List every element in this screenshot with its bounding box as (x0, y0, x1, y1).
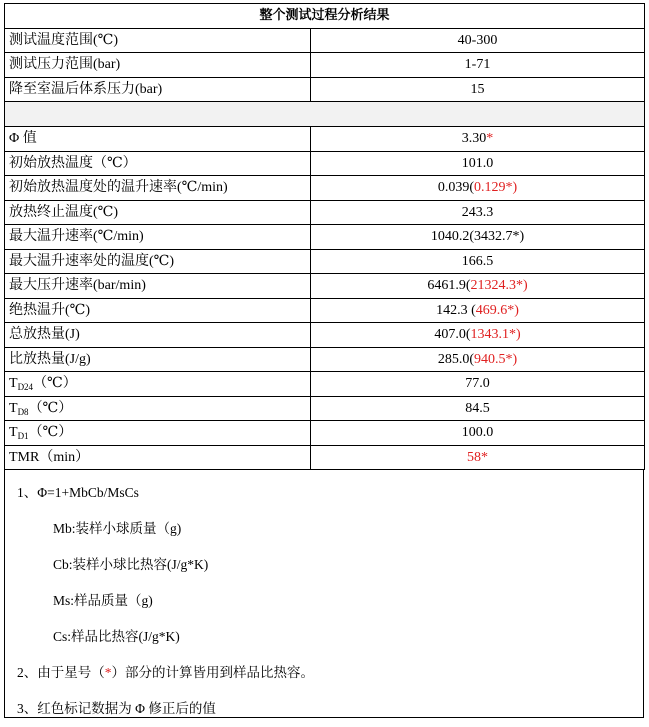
condition-label: 降至室温后体系压力(bar) (5, 77, 311, 102)
result-row (5, 298, 645, 323)
tmr-row (5, 445, 645, 470)
td-unit: （℃） (28, 425, 73, 441)
corrected-value: 469.6*) (475, 302, 519, 318)
td-subscript: D24 (17, 382, 34, 393)
tmr-value: 58* (311, 445, 645, 470)
result-label: 放热终止温度(℃) (5, 200, 311, 225)
td-value: 84.5 (311, 396, 645, 421)
result-value-cell (311, 347, 645, 372)
note-2-end: ）部分的计算皆用到样品比热容。 (111, 665, 314, 680)
corrected-value: 0.129*) (474, 180, 518, 196)
result-row (5, 176, 645, 201)
note-3: 3、红色标记数据为 Φ 修正后的值 (17, 701, 216, 716)
td-label (5, 421, 311, 446)
result-row (5, 249, 645, 274)
corrected-value: 21324.3*) (470, 278, 528, 294)
td-row (5, 372, 645, 397)
result-value: 285.0( (437, 351, 474, 367)
result-value-cell (311, 127, 645, 152)
result-value: 166.5 (461, 253, 494, 269)
result-label: 初始放热温度（℃） (5, 151, 311, 176)
spacer-row (5, 102, 645, 127)
result-label: 初始放热温度处的温升速率(℃/min) (5, 176, 311, 201)
note-ms: Ms:样品质量（g) (53, 593, 153, 608)
result-value: 142.3 ( (436, 302, 476, 318)
note-2-star: * (104, 665, 112, 680)
td-subscript: D1 (17, 431, 29, 442)
result-label: Φ 值 (5, 127, 311, 152)
result-row (5, 127, 645, 152)
result-value: 101.0 (461, 155, 494, 171)
table-title: 整个测试过程分析结果 (5, 4, 645, 29)
td-unit: （℃） (33, 376, 77, 392)
result-value: 3.30 (461, 131, 487, 147)
condition-value: 40-300 (311, 28, 645, 53)
result-label: 绝热温升(℃) (5, 298, 311, 323)
result-value-cell (311, 323, 645, 348)
result-label: 总放热量(J) (5, 323, 311, 348)
result-value: 1040.2(3432.7*) (430, 229, 525, 245)
note-2 (17, 661, 314, 681)
result-value: 407.0( (434, 327, 471, 343)
td-prefix: T (9, 376, 18, 392)
condition-row (5, 53, 645, 78)
spacer-cell (5, 102, 645, 127)
result-value-cell (311, 151, 645, 176)
td-value: 77.0 (311, 372, 645, 397)
note-cs: Cs:样品比热容(J/g*K) (53, 629, 180, 644)
result-row (5, 323, 645, 348)
result-row (5, 151, 645, 176)
corrected-value: 940.5*) (474, 351, 518, 367)
td-label (5, 396, 311, 421)
result-value-cell (311, 176, 645, 201)
result-value: 6461.9( (427, 278, 471, 294)
result-label: 比放热量(J/g) (5, 347, 311, 372)
tmr-label: TMR（min） (5, 445, 311, 470)
analysis-results-sheet (4, 3, 644, 718)
table-header-row (5, 4, 645, 29)
result-value-cell (311, 200, 645, 225)
note-mb: Mb:装样小球质量（g) (53, 521, 182, 536)
result-row (5, 347, 645, 372)
note-2-start: 2、由于星号（ (17, 665, 105, 680)
notes-section (4, 470, 644, 718)
condition-value: 1-71 (311, 53, 645, 78)
condition-label: 测试温度范围(℃) (5, 28, 311, 53)
td-row (5, 421, 645, 446)
result-value: 0.039( (437, 180, 474, 196)
result-value-cell (311, 298, 645, 323)
result-label: 最大压升速率(bar/min) (5, 274, 311, 299)
note-1: 1、Φ=1+MbCb/MsCs (17, 485, 139, 500)
td-label (5, 372, 311, 397)
corrected-value: 1343.1*) (470, 327, 521, 343)
condition-label: 测试压力范围(bar) (5, 53, 311, 78)
td-value: 100.0 (311, 421, 645, 446)
condition-row (5, 77, 645, 102)
result-value-cell (311, 274, 645, 299)
td-prefix: T (9, 425, 18, 441)
result-value-cell (311, 225, 645, 250)
result-row (5, 274, 645, 299)
td-row (5, 396, 645, 421)
result-row (5, 200, 645, 225)
td-subscript: D8 (17, 406, 29, 417)
result-value-cell (311, 249, 645, 274)
condition-row (5, 28, 645, 53)
result-row (5, 225, 645, 250)
note-cb: Cb:装样小球比热容(J/g*K) (53, 557, 209, 572)
td-prefix: T (9, 400, 18, 416)
result-value: 243.3 (461, 204, 494, 220)
result-label: 最大温升速率(℃/min) (5, 225, 311, 250)
results-table (4, 3, 645, 470)
result-label: 最大温升速率处的温度(℃) (5, 249, 311, 274)
td-unit: （℃） (28, 400, 73, 416)
condition-value: 15 (311, 77, 645, 102)
corrected-marker: * (486, 131, 494, 147)
